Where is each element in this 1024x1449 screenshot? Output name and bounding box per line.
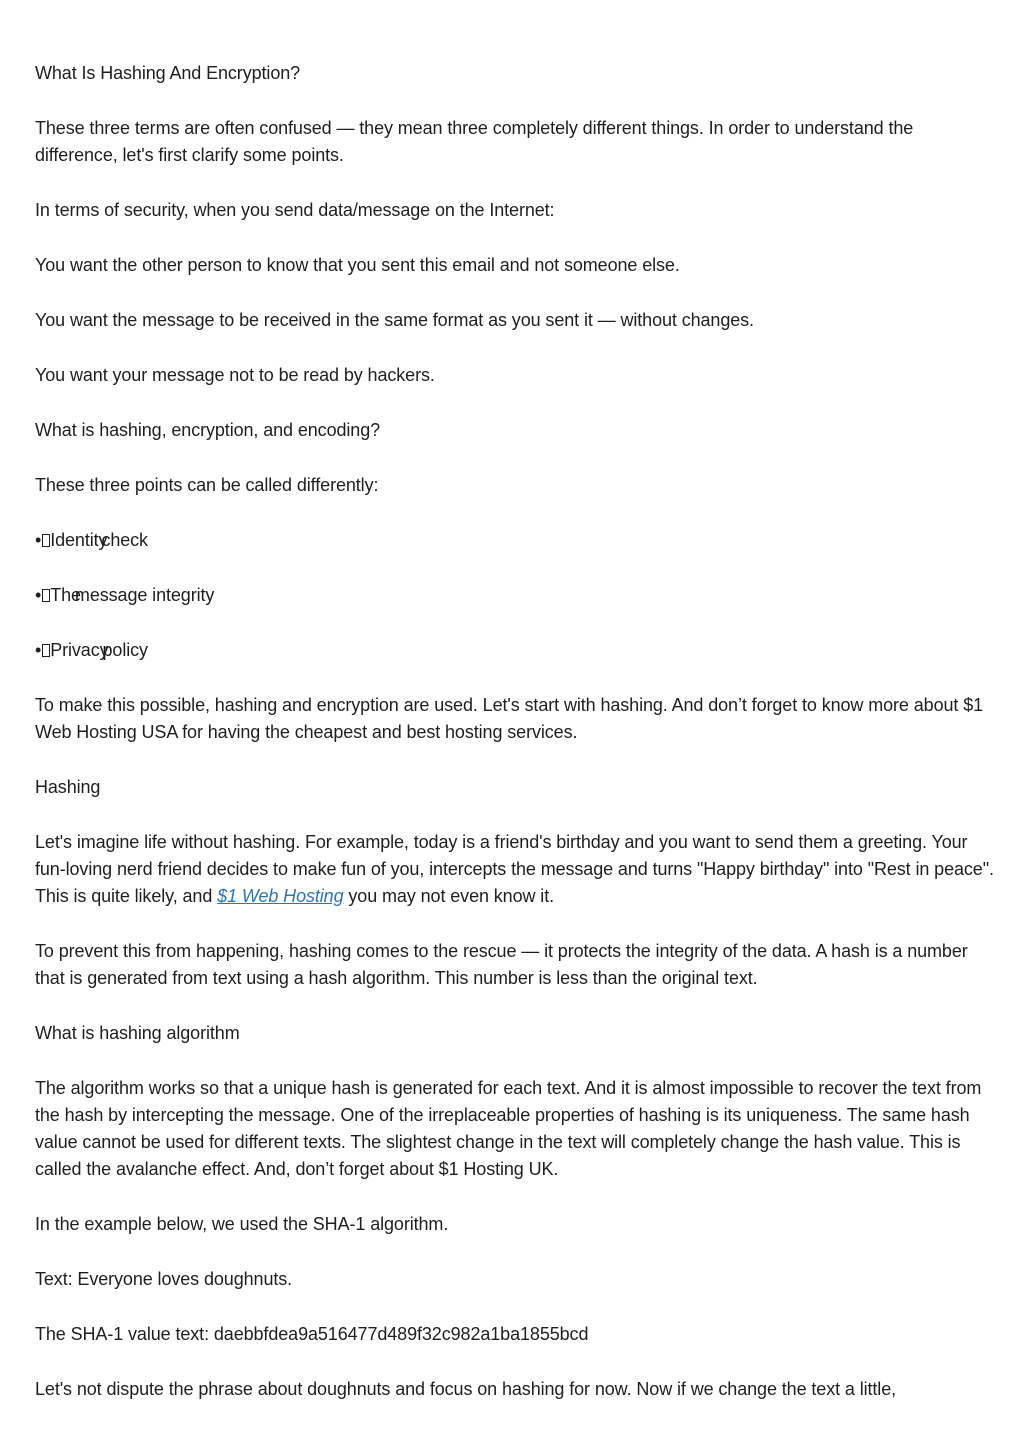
paragraph-imagine (35, 829, 995, 910)
paragraph-example: In the example below, we used the SHA-1 algorithm. (35, 1214, 449, 1234)
paragraph-algorithm: The algorithm works so that a unique hash is generated for each text. And it is almost impossible to recover the text from the hash by intercepting the message. One of the irreplaceable properties of hashing is its uniqueness. The same hash value cannot be used for different texts. The slightest change in the text will completely change the hash value. This is called the avalanche effect. And, don’t forget about $1 Hosting UK. (35, 1078, 982, 1179)
bullet-marker: • (35, 585, 42, 605)
paragraph-dispute: Let's not dispute the phrase about doughnuts and focus on hashing for now. Now if we change the text a little, (35, 1379, 897, 1399)
bullet-item-identity-check (35, 527, 995, 554)
paragraph-three-points: These three points can be called differently: (35, 475, 379, 495)
paragraph-what-is: What is hashing, encryption, and encoding? (35, 420, 381, 440)
paragraph-sha-line: The SHA-1 value text: daebbfdea9a516477d489f32c982a1ba1855bcd (35, 1324, 589, 1344)
bullet-item-privacy-policy (35, 637, 995, 664)
bullet-word2: message (74, 585, 148, 605)
missing-glyph-box-icon (42, 644, 50, 657)
bullet-word1: Privacy (50, 640, 109, 660)
paragraph-same-format: You want the message to be received in the same format as you sent it — without changes. (35, 310, 754, 330)
paragraph-imagine-text-after: you may not even know it. (343, 886, 555, 906)
page-title: What Is Hashing And Encryption? (35, 63, 301, 83)
paragraph-confused: These three terms are often confused — they mean three completely different things. In order to understand the difference, let's first clarify some points. (35, 118, 914, 165)
bullet-word1: The (50, 585, 81, 605)
paragraph-security: In terms of security, when you send data/message on the Internet: (35, 200, 555, 220)
bullet-rest: integrity (147, 585, 215, 605)
bullet-word2: check (101, 530, 148, 550)
missing-glyph-box-icon (42, 534, 50, 547)
heading-hashing-algorithm: What is hashing algorithm (35, 1023, 240, 1043)
bullet-word1: Identity (50, 530, 108, 550)
paragraph-not-read: You want your message not to be read by hackers. (35, 365, 435, 385)
paragraph-sent-email: You want the other person to know that you sent this email and not someone else. (35, 255, 680, 275)
paragraph-imagine-text: Let's imagine life without hashing. For example, today is a friend's birthday and you want to send them a greeting. Your fun-loving nerd friend decides to make fun of you, intercepts the message and turns "Happy birthday" into "Rest in peace". This is quite likely, and (35, 832, 994, 906)
heading-hashing: Hashing (35, 777, 101, 797)
missing-glyph-box-icon (42, 589, 50, 602)
paragraph-to-make: To make this possible, hashing and encryption are used. Let's start with hashing. And don’t forget to know more about $1 Web Hosting USA for having the cheapest and best hosting services. (35, 695, 984, 742)
web-hosting-link[interactable]: $1 Web Hosting (217, 886, 344, 906)
bullet-item-message-integrity (35, 582, 995, 609)
bullet-word2: policy (102, 640, 148, 660)
paragraph-text-line: Text: Everyone loves doughnuts. (35, 1269, 293, 1289)
paragraph-prevent: To prevent this from happening, hashing comes to the rescue — it protects the integrity of the data. A hash is a number that is generated from text using a hash algorithm. This number is less than the original text. (35, 941, 968, 988)
bullet-marker: • (35, 530, 42, 550)
bullet-marker: • (35, 640, 42, 660)
